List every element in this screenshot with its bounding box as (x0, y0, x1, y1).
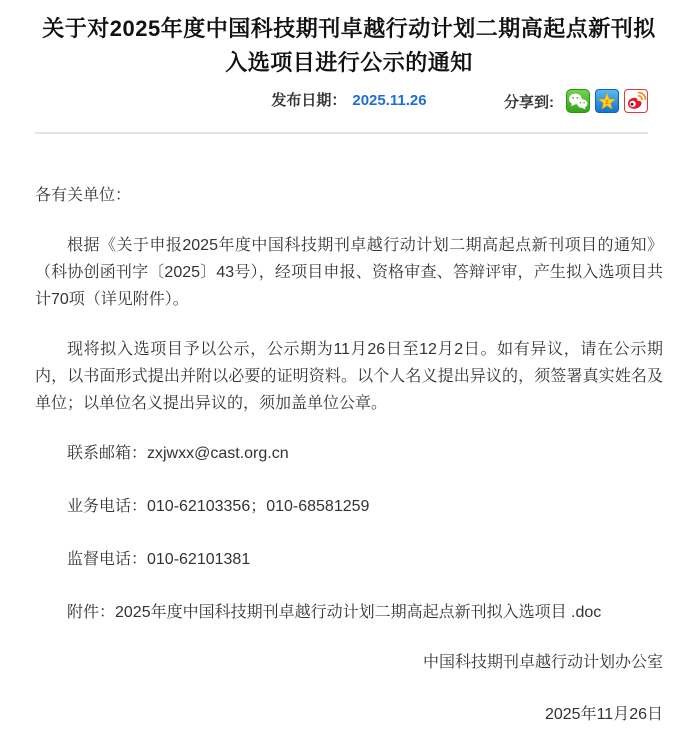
meta-row (35, 89, 663, 113)
publish-date-value: 2025.11.26 (352, 92, 427, 109)
share-bar (504, 89, 648, 113)
share-label: 分享到: (504, 93, 554, 111)
contact-email-line: 联系邮箱：zxjwxx@cast.org.cn (67, 445, 289, 462)
salutation: 各有关单位： (35, 187, 132, 204)
paragraph-basis: 根据《关于申报2025年度中国科技期刊卓越行动计划二期高起点新刊项目的通知》（科协创函刊字〔2025〕43号），经项目申报、资格审查、答辩评审，产生拟入选项目共计70项（详见附件）。 (35, 237, 663, 308)
divider (35, 132, 648, 134)
publish-date-label: 发布日期： (271, 92, 347, 109)
issue-date: 2025年11月26日 (544, 706, 663, 723)
wechat-share-icon[interactable] (566, 89, 590, 113)
svg-text:z: z (605, 97, 609, 107)
page-title: 关于对2025年度中国科技期刊卓越行动计划二期高起点新刊拟入选项目进行公示的通知 (42, 16, 656, 75)
qzone-share-icon[interactable] (595, 89, 619, 113)
weibo-share-icon[interactable] (624, 89, 648, 113)
attachment-link[interactable]: 附件：2025年度中国科技期刊卓越行动计划二期高起点新刊拟入选项目 .doc (67, 604, 602, 621)
issuing-office: 中国科技期刊卓越行动计划办公室 (422, 654, 663, 671)
paragraph-publicity-period: 现将拟入选项目予以公示，公示期为11月26日至12月2日。如有异议，请在公示期内，以书面形式提出并附以必要的证明资料。以个人名义提出异议的，须签署真实姓名及单位；以单位名义提出异议的，须加盖单位公章。 (35, 341, 663, 412)
supervision-phone-line: 监督电话：010-62101381 (67, 551, 251, 568)
notice-body (35, 182, 663, 728)
business-phone-line: 业务电话：010-62103356；010-68581259 (67, 498, 370, 515)
